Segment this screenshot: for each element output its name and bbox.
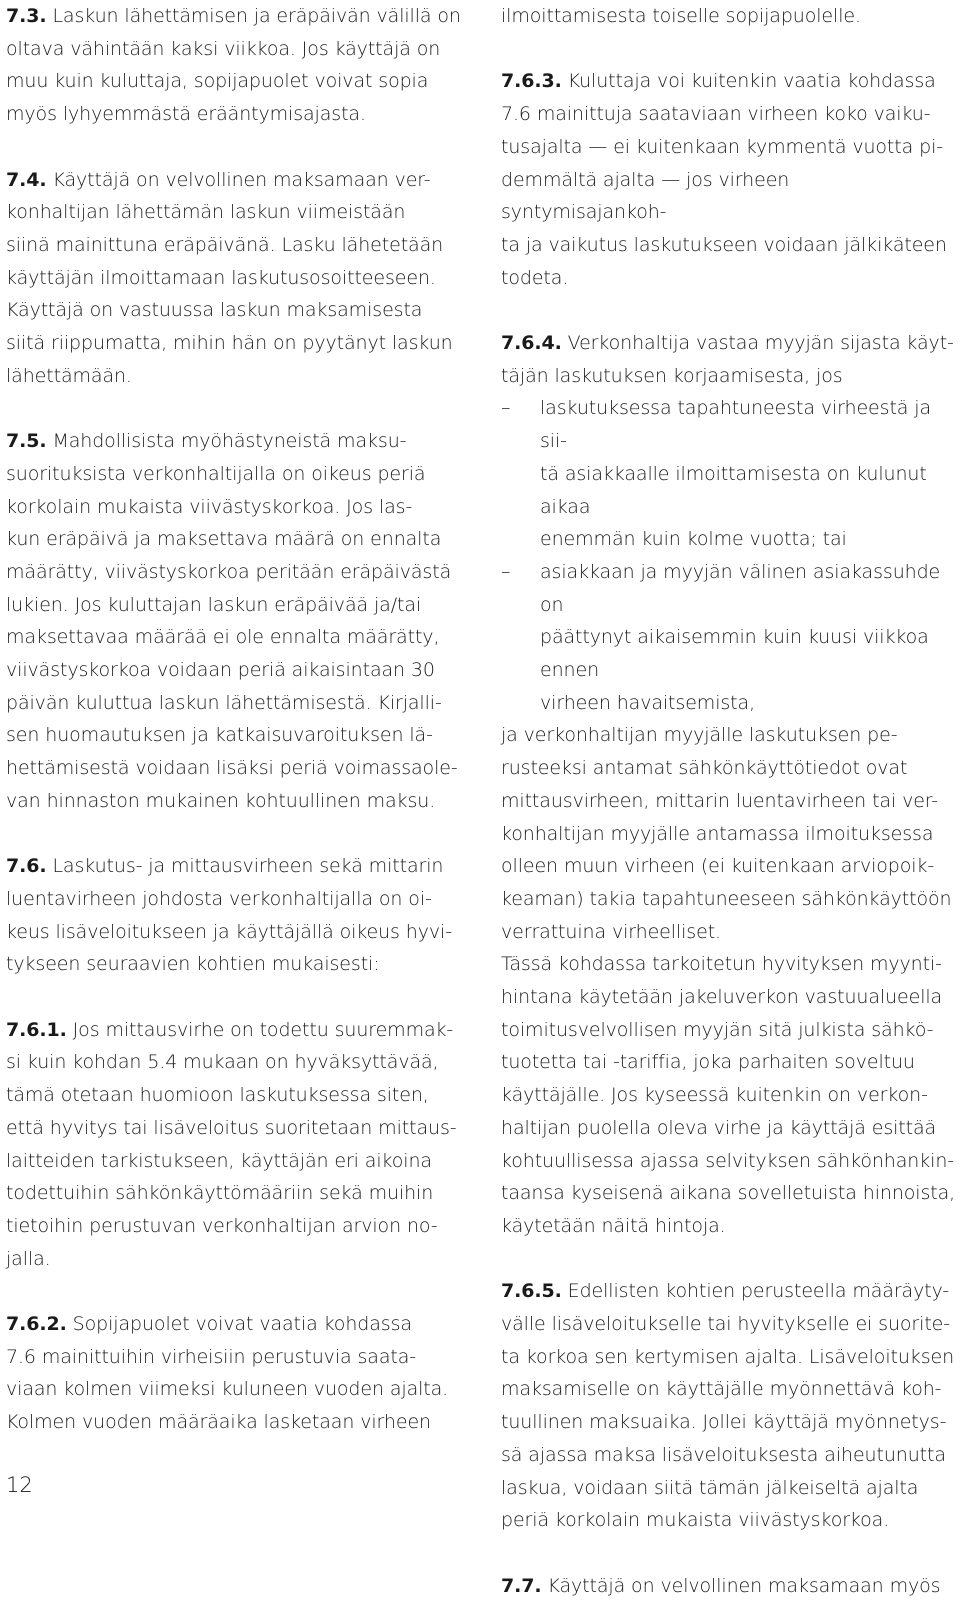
section-7-6-5 — [501, 1275, 957, 1537]
dash-bullet: – — [501, 560, 511, 583]
section-7-6-3 — [501, 65, 957, 294]
section-number: 7.3. — [6, 5, 47, 27]
section-text: Laskun lähettämisen ja eräpäivän välillä on oltava vähintään kaksi viikkoa. Jos käyttäjä on muu kuin kuluttaja, sopijapuolet voivat sopia myös lyhyemmästä erääntymisajasta. — [6, 5, 461, 126]
dash-list-item — [501, 392, 957, 556]
section-text: Sopijapuolet voivat vaatia kohdassa 7.6 mainittuihin virheisiin perustuvia saata- viaan kolmen viimeksi kuluneen vuoden ajalta. Kolmen vuoden määräaika lasketaan virheen — [6, 1313, 449, 1434]
section-number: 7.4. — [6, 168, 47, 191]
page-number: 12 — [6, 1473, 33, 1497]
dash-bullet: – — [501, 397, 511, 420]
section-text: Kuluttaja voi kuitenkin vaatia kohdassa 7.6 mainittuja saataviaan virheen koko vaiku- tusajalta — ei kuitenkaan kymmentä vuotta pi- demmältä ajalta — jos virheen syntymisajankoh- ta ja vaikutus laskutukseen voidaan jälkikäteen todeta. — [501, 70, 947, 289]
section-7-6-4-after-list: ja verkonhaltijan myyjälle laskutuksen pe- rusteeksi antamat sähkönkäyttötiedot ovat mittausvirheen, mittarin luentavirheen tai ver- konhaltijan myyjälle antamassa ilmoituksessa olleen muun virheen (ei kuitenkaan arviopoik- keaman) takia tapahtuneeseen sähkönkäyttöön verrattuina virheelliset. — [501, 724, 952, 943]
section-text: Jos mittausvirhe on todettu suuremmak- si kuin kohdan 5.4 mukaan on hyväksyttävää, tämä otetaan huomioon laskutuksessa siten, että hyvitys tai lisäveloitus suoritetaan mittaus- laitteiden tarkistukseen, käyttäjän eri aikoina todettuihin sähkönkäyttömääriin sekä muihin tietoihin perustuvan verkonhaltijan arvion no- jalla. — [6, 1018, 457, 1270]
section-number: 7.6. — [6, 855, 47, 878]
section-number: 7.5. — [6, 430, 47, 453]
section-7-6-1 — [6, 1014, 466, 1276]
section-number: 7.6.4. — [501, 332, 562, 354]
section-7-6 — [6, 850, 466, 981]
dash-item-text: laskutuksessa tapahtuneesta virheestä ja sii- tä asiakkaalle ilmoittamisesta on kulunut aikaa enemmän kuin kolme vuotta; tai — [540, 397, 932, 551]
section-7-6-4 — [501, 327, 957, 1243]
section-number: 7.7. — [501, 1574, 542, 1597]
dash-list-item — [501, 556, 957, 720]
section-7-7 — [501, 1570, 957, 1602]
section-7-3 — [6, 0, 466, 131]
section-text: Edellisten kohtien perusteella määräyty- välle lisäveloitukselle tai hyvitykselle ei suorite- ta korkoa sen kertymisen ajalta. Lisäveloituksen maksamiselle on käyttäjälle myönnettävä koh- tuullinen maksuaika. Jollei käyttäjä myönnetys- sä ajassa maksa lisäveloituksesta aiheutunutta laskua, voidaan siitä tämän jälkeiseltä ajalta periä korkolain mukaista viivästyskorkoa. — [501, 1280, 955, 1532]
section-number: 7.6.5. — [501, 1280, 562, 1303]
section-number: 7.6.3. — [501, 70, 562, 93]
section-7-5 — [6, 425, 466, 817]
section-text: Käyttäjä on velvollinen maksamaan ver- konhaltijan lähettämän laskun viimeistään siinä mainittuna eräpäivänä. Lasku lähetetään käyttäjän ilmoittamaan laskutusosoitteeseen. Käyttäjä on vastuussa laskun maksamisesta siitä riippumatta, mihin hän on pyytänyt laskun lähettämään. — [6, 168, 453, 387]
section-7-6-4-closing: Tässä kohdassa tarkoitetun hyvityksen myynti- hintana käytetään jakeluverkon vastuualueella toimitusvelvollisen myyjän sitä julkista sähkö- tuotetta tai -tariffia, joka parhaiten soveltuu käyttäjälle. Jos kyseessä kuitenkin on verkon- haltijan puolella oleva virhe ja käyttäjä esittää kohtuullisessa ajassa selvityksen sähkönhankin- taansa kyseisenä aikana sovelletuista hinnoista, käytetään näitä hintoja. — [501, 953, 956, 1237]
continuation-text: ilmoittamisesta toiselle sopijapuolelle. — [501, 5, 861, 27]
right-column — [501, 0, 957, 1602]
section-number: 7.6.2. — [6, 1313, 67, 1336]
section-7-6-2 — [6, 1308, 466, 1439]
section-7-4 — [6, 164, 466, 393]
dash-item-text: asiakkaan ja myyjän välinen asiakassuhde on päättynyt aikaisemmin kuin kuusi viikkoa ennen virheen havaitsemista, — [540, 560, 941, 714]
section-number: 7.6.1. — [6, 1018, 67, 1041]
section-text: Mahdollisista myöhästyneistä maksu- suorituksista verkonhaltijalla on oikeus periä korkolain mukaista viivästyskorkoa. Jos las- kun eräpäivä ja maksettava määrä on ennalta määrätty, viivästyskorkoa peritään eräpäivästä lukien. Jos kuluttajan laskun eräpäivää ja/tai maksettavaa määrää ei ole ennalta määrätty, viivästyskorkoa voidaan periä aikaisintaan 30 päivän kuluttua laskun lähettämisestä. Kirjalli- sen huomautuksen ja katkaisuvaroituksen lä- hettämisestä voidaan lisäksi periä voimassaole- van hinnaston mukainen kohtuullinen maksu. — [6, 430, 458, 812]
section-text: Verkonhaltija vastaa myyjän sijasta käyt- täjän laskutuksen korjaamisesta, jos — [501, 332, 954, 387]
left-column — [6, 0, 466, 1439]
section-7-6-4-intro — [501, 327, 957, 392]
section-text: Laskutus- ja mittausvirheen sekä mittarin luentavirheen johdosta verkonhaltijalla on oi- keus lisäveloitukseen ja käyttäjällä oikeus hyvi- tykseen seuraavien kohtien mukaisesti: — [6, 855, 452, 976]
section-text: Käyttäjä on velvollinen maksamaan myös — [547, 1574, 941, 1597]
